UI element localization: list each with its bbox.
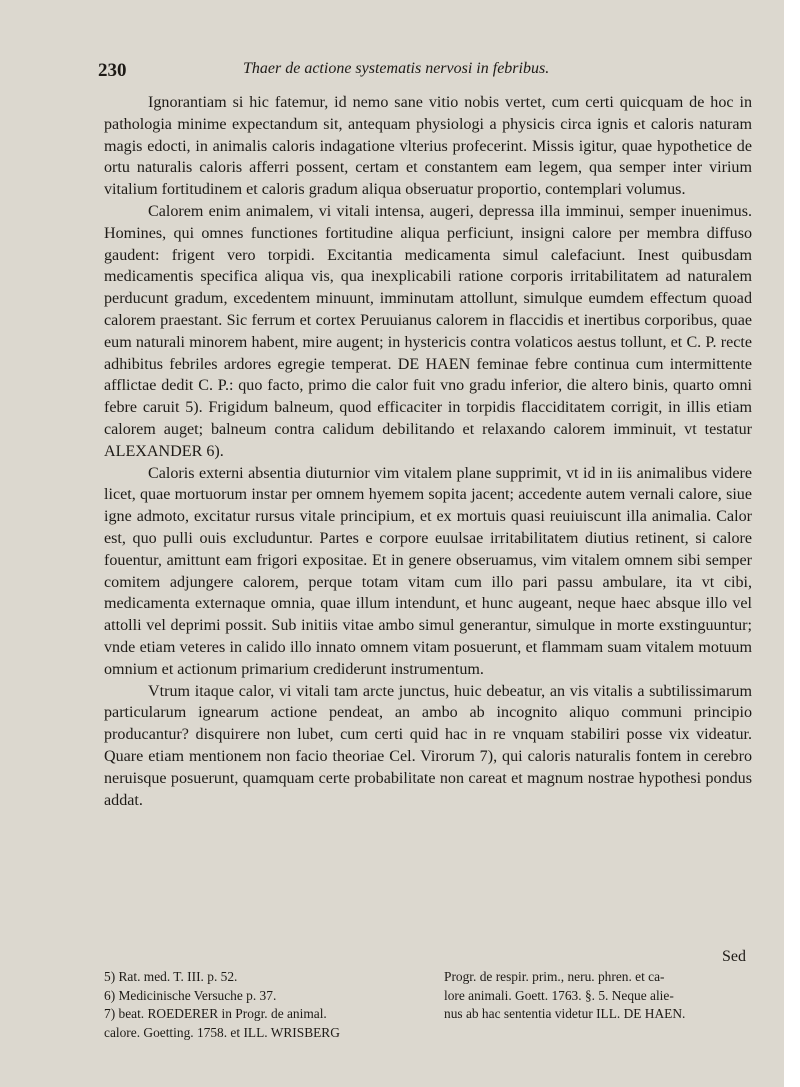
paragraph-1: Ignorantiam si hic fatemur, id nemo sane vitio nobis vertet, cum certi quicquam de hoc in pathologia minime expectandum sit, antequam physiologi a physicis circa ignis et caloris naturam magis edocti, in animalis caloris indagatione vlterius profecerint. Missis igitur, quae hypothetice de ortu naturalis caloris afferri possent, certam et constantem eam legem, qua semper inter virium vitalium fortitudinem et caloris gradum aliqua obseruatur proportio, contemplari volumus. [104, 94, 752, 199]
footnotes-right-column [444, 968, 760, 1024]
footnote-line: 5) Rat. med. T. III. p. 52. [104, 969, 238, 984]
scan-margin [784, 0, 800, 1087]
footnote-line: 6) Medicinische Versuche p. 37. [104, 987, 277, 1003]
footnote-line: 7) beat. ROEDERER in Progr. de animal. [104, 1006, 327, 1022]
footnote-line: calore. Goetting. 1758. et ILL. WRISBERG [104, 1024, 340, 1040]
catchword: Sed [722, 948, 746, 965]
running-title: Thaer de actione systematis nervosi in febribus. [243, 60, 550, 77]
footnote-line: Progr. de respir. prim., neru. phren. et ca- [444, 969, 665, 984]
paragraph-4: Vtrum itaque calor, vi vitali tam arcte junctus, huic debeatur, an vis vitalis a subtilissimarum particularum ignearum actione pendeat, an ambo ab incognito aliquo communi principio producantur? disquirere non lubet, cum certi quid hac in re vnquam stabiliri posse vix videatur. Quare etiam mentionem non facio theoriae Cel. Virorum 7), qui caloris naturalis fontem in cerebro neruisque posuerunt, quamquam certe probabilitate non careat et magnum nostrae hypothesi pondus addat. [104, 682, 752, 809]
page-number: 230 [98, 60, 127, 81]
footnotes-left-column [104, 968, 434, 1042]
footnote-line: lore animali. Goett. 1763. §. 5. Neque alie- [444, 987, 674, 1003]
footnotes [104, 968, 760, 1048]
body-text [104, 92, 752, 811]
page-header [98, 58, 618, 84]
paragraph-3: Caloris externi absentia diuturnior vim vitalem plane supprimit, vt id in iis animalibus videre licet, quae mortuorum instar per omnem hyemem sopita jacent; accedente autem vernali calore, siue igne admoto, excitatur rursus vitale principium, et ex mortuis quasi reuiuiscunt illa animalia. Calor est, quo pulli ouis excluduntur. Partes e corpore euulsae irritabilitatem diutius retinent, si calore fouentur, amittunt eam frigori expositae. Et in genere obseruamus, vim vitalem omnem sibi semper comitem adjungere calorem, perque totam vitam cum illo pari passu ambulare, ita vt cibi, medicamenta externaque omnia, quae illum intendunt, et hunc augeant, neque haec absque illo vel attolli vel deprimi possit. Sub initiis vitae ambo simul generantur, simulque in morte exstinguuntur; vnde etiam veteres in calido illo innato omnem vitam posuerunt, et flammam suam vitalem motuum omnium et actionum primarium crediderunt instrumentum. [104, 464, 752, 678]
paragraph-2: Calorem enim animalem, vi vitali intensa, augeri, depressa illa imminui, semper inuenimus. Homines, qui omnes functiones fortitudine aliqua perficiunt, insigni calore per membra diffuso gaudent: frigent vero torpidi. Excitantia medicamenta simul calefaciunt. Inest quibusdam medicamentis specifica aliqua vis, qua inexplicabili ratione corporis irritabilitatem ad naturalem perducunt gradum, excedentem minuunt, imminutam attollunt, simulque eumdem effectum quoad calorem praestant. Sic ferrum et cortex Peruuianus calorem in flaccidis et inertibus corporibus, quae eum naturali minorem habent, mire augent; in hystericis contra volaticos aestus tollunt, et C. P. recte adhibitus febriles ardores egregie temperat. DE HAEN feminae febre continua cum intermittente afflictae dedit C. P.: quo facto, primo die calor fuit vno gradu inferior, die altero binis, quarto omni febre caruit 5). Frigidum balneum, quod efficaciter in torpidis flacciditatem corrigit, in illis etiam calorem auget; balneum contra calidum debilitando et relaxando calorem imminuit, vt testatur ALEXANDER 6). [104, 202, 752, 460]
footnote-line: nus ab hac sententia videtur ILL. DE HAEN. [444, 1006, 686, 1022]
